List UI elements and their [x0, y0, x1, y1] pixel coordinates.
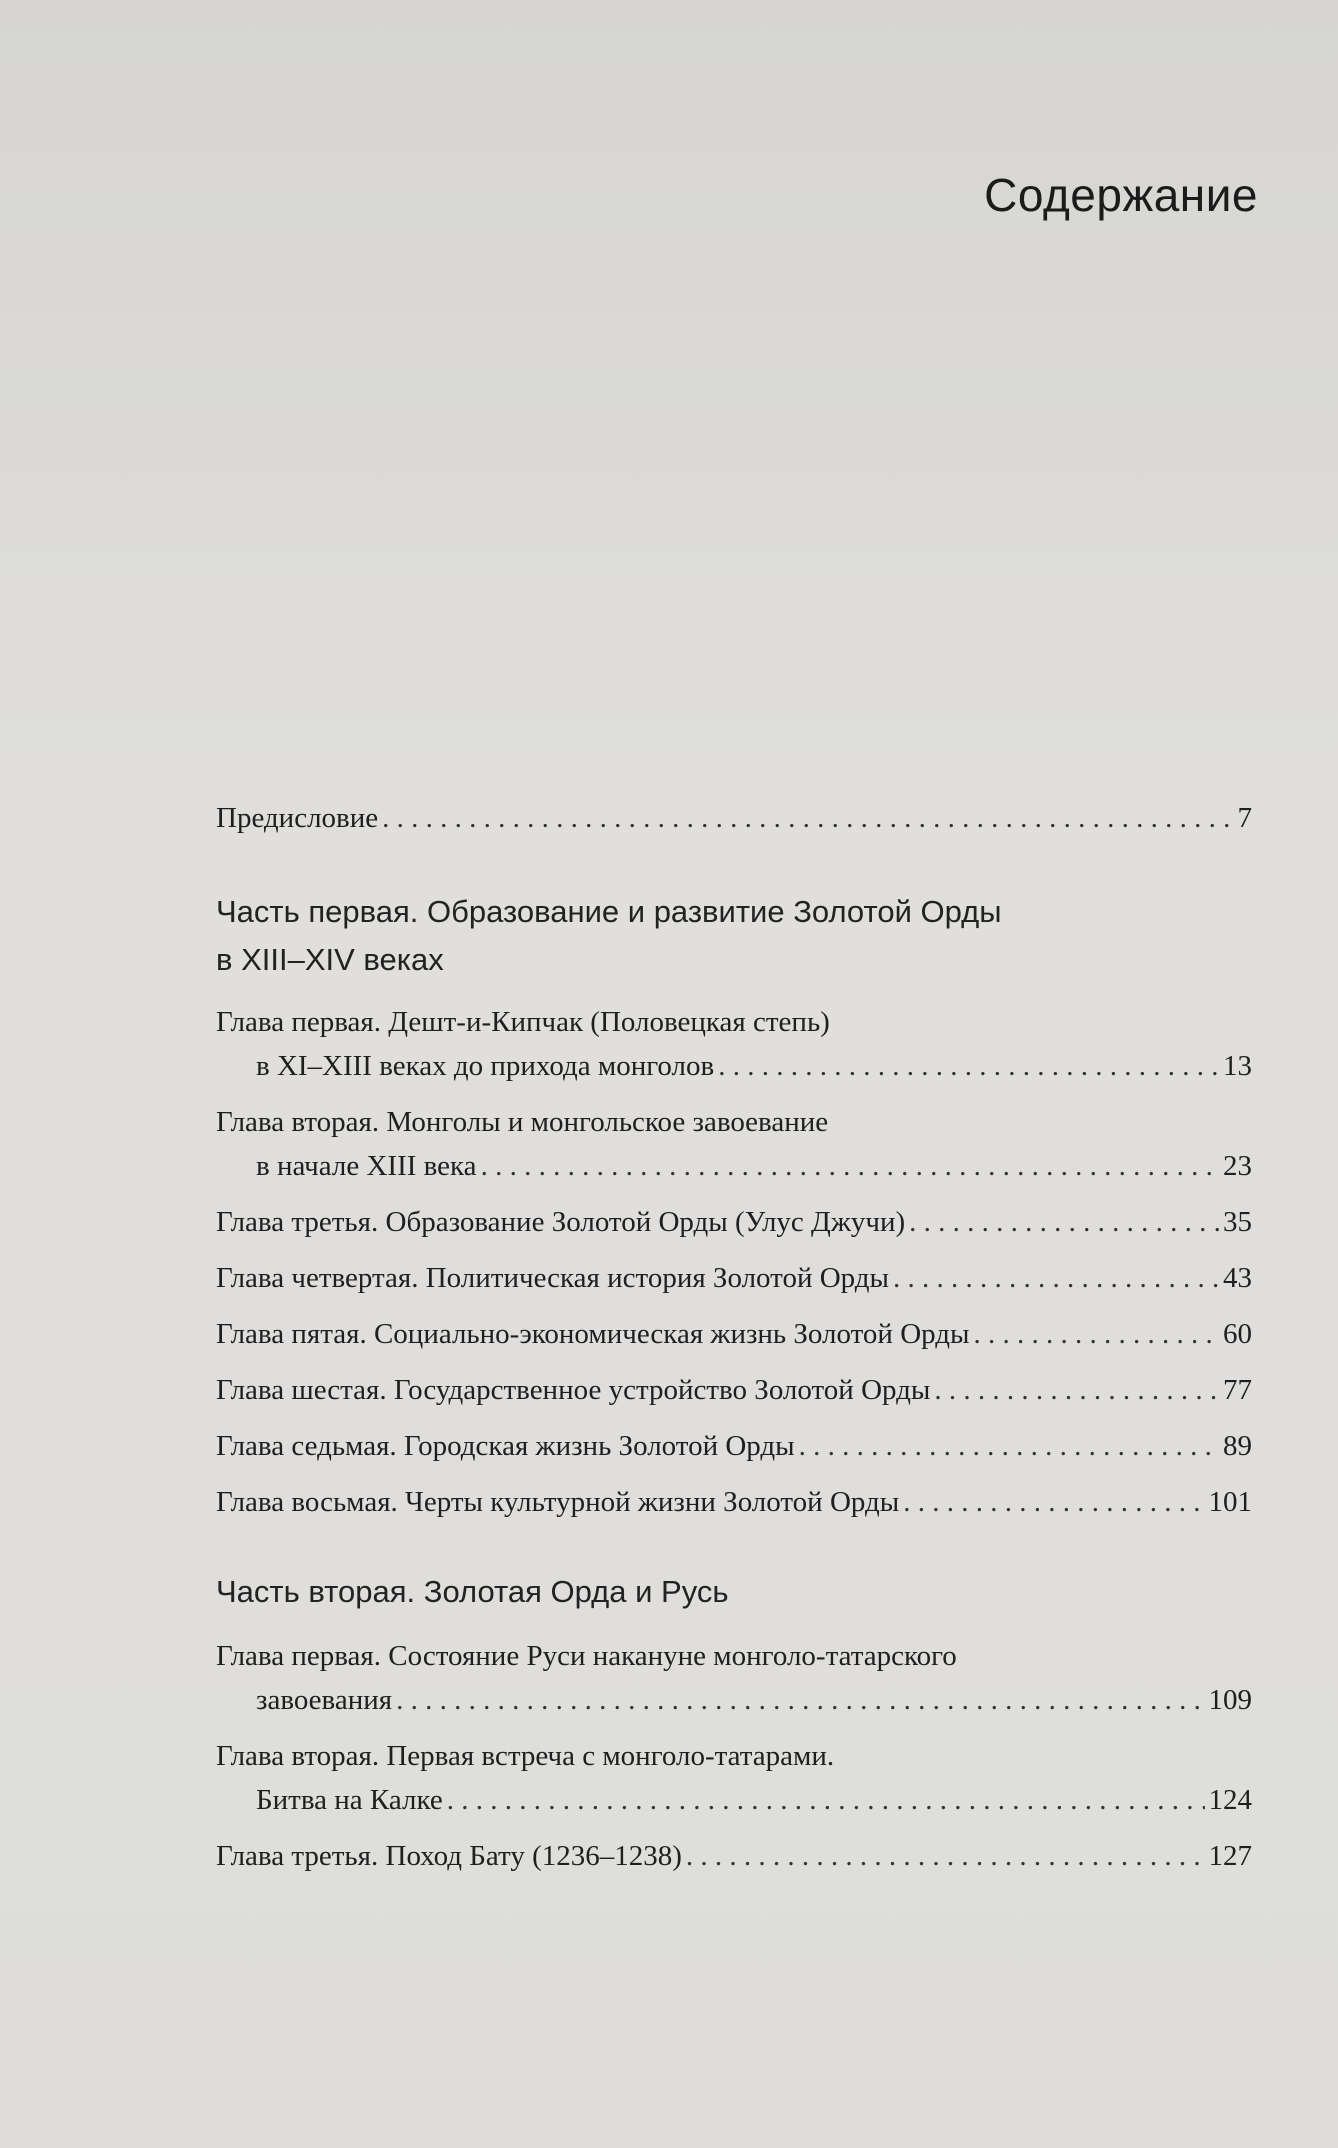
- part-heading-2: [216, 1568, 1256, 1616]
- toc-entry-chapter[interactable]: [216, 1734, 1252, 1822]
- leader-dots: [909, 1200, 1219, 1244]
- toc-entry-title-cont: в XI–XIII веках до прихода монголов: [256, 1050, 715, 1082]
- toc-entry-title: Глава седьмая. Городская жизнь Золотой Орды: [216, 1430, 795, 1462]
- toc-page-number: 43: [1223, 1262, 1252, 1294]
- leader-dots: [481, 1144, 1219, 1188]
- toc-entry-chapter[interactable]: [216, 1480, 1252, 1524]
- toc-entry-title: Глава первая. Состояние Руси накануне монголо-татарского: [216, 1640, 957, 1672]
- toc-entry-title-cont: завоевания: [256, 1684, 393, 1716]
- leader-dots: [382, 796, 1233, 840]
- toc-entry-chapter[interactable]: [216, 1256, 1252, 1300]
- toc-entry-chapter[interactable]: [216, 1368, 1252, 1412]
- toc-entry-title: Глава вторая. Монголы и монгольское завоевание: [216, 1106, 829, 1138]
- toc-page-number: 77: [1223, 1374, 1252, 1406]
- leader-dots: [447, 1778, 1205, 1822]
- toc-entry-chapter[interactable]: [216, 1000, 1252, 1088]
- leader-dots: [893, 1256, 1219, 1300]
- toc-entry-chapter[interactable]: [216, 1200, 1252, 1244]
- leader-dots: [934, 1368, 1219, 1412]
- toc-entry-title: Глава первая. Дешт-и-Кипчак (Половецкая степь): [216, 1006, 830, 1038]
- toc-entry-chapter[interactable]: [216, 1312, 1252, 1356]
- leader-dots: [799, 1424, 1219, 1468]
- leader-dots: [718, 1044, 1219, 1088]
- toc-page-number: 35: [1223, 1206, 1252, 1238]
- part-heading-1: [216, 888, 1256, 984]
- toc-entry-title: Предисловие: [216, 802, 379, 834]
- toc-entry-chapter[interactable]: [216, 1834, 1252, 1878]
- leader-dots: [974, 1312, 1219, 1356]
- toc-entry-title: Глава шестая. Государственное устройство Золотой Орды: [216, 1374, 931, 1406]
- part-heading-line: Часть первая. Образование и развитие Золотой Орды: [216, 894, 1002, 929]
- toc-page-number: 7: [1237, 802, 1252, 834]
- page-title: Содержание: [984, 169, 1258, 221]
- toc-page-number: 23: [1223, 1150, 1252, 1182]
- toc-page-number: 89: [1223, 1430, 1252, 1462]
- toc-entry-title: Глава вторая. Первая встреча с монголо-татарами.: [216, 1740, 835, 1772]
- toc-page-number: 127: [1208, 1840, 1252, 1872]
- toc-entry-chapter[interactable]: [216, 1424, 1252, 1468]
- toc-page-number: 109: [1208, 1684, 1252, 1716]
- leader-dots: [396, 1678, 1204, 1722]
- leader-dots: [686, 1834, 1205, 1878]
- toc-entry-preface[interactable]: [216, 796, 1252, 840]
- toc-entry-chapter[interactable]: [216, 1634, 1252, 1722]
- toc-entry-title: Глава третья. Поход Бату (1236–1238): [216, 1840, 682, 1872]
- part-heading-line: в XIII–XIV веках: [216, 942, 444, 977]
- toc-entry-title: Глава третья. Образование Золотой Орды (Улус Джучи): [216, 1206, 906, 1238]
- toc-entry-chapter[interactable]: [216, 1100, 1252, 1188]
- toc-entry-title-cont: Битва на Калке: [256, 1784, 443, 1816]
- toc-page-number: 60: [1223, 1318, 1252, 1350]
- toc-page-number: 101: [1208, 1486, 1252, 1518]
- toc-entry-title: Глава восьмая. Черты культурной жизни Золотой Орды: [216, 1486, 900, 1518]
- toc-page-number: 13: [1223, 1050, 1252, 1082]
- toc-entry-title: Глава пятая. Социально-экономическая жизнь Золотой Орды: [216, 1318, 970, 1350]
- part-heading-line: Часть вторая. Золотая Орда и Русь: [216, 1574, 729, 1609]
- toc-entry-title: Глава четвертая. Политическая история Золотой Орды: [216, 1262, 890, 1294]
- leader-dots: [903, 1480, 1204, 1524]
- toc-page-number: 124: [1208, 1784, 1252, 1816]
- toc-entry-title-cont: в начале XIII века: [256, 1150, 477, 1182]
